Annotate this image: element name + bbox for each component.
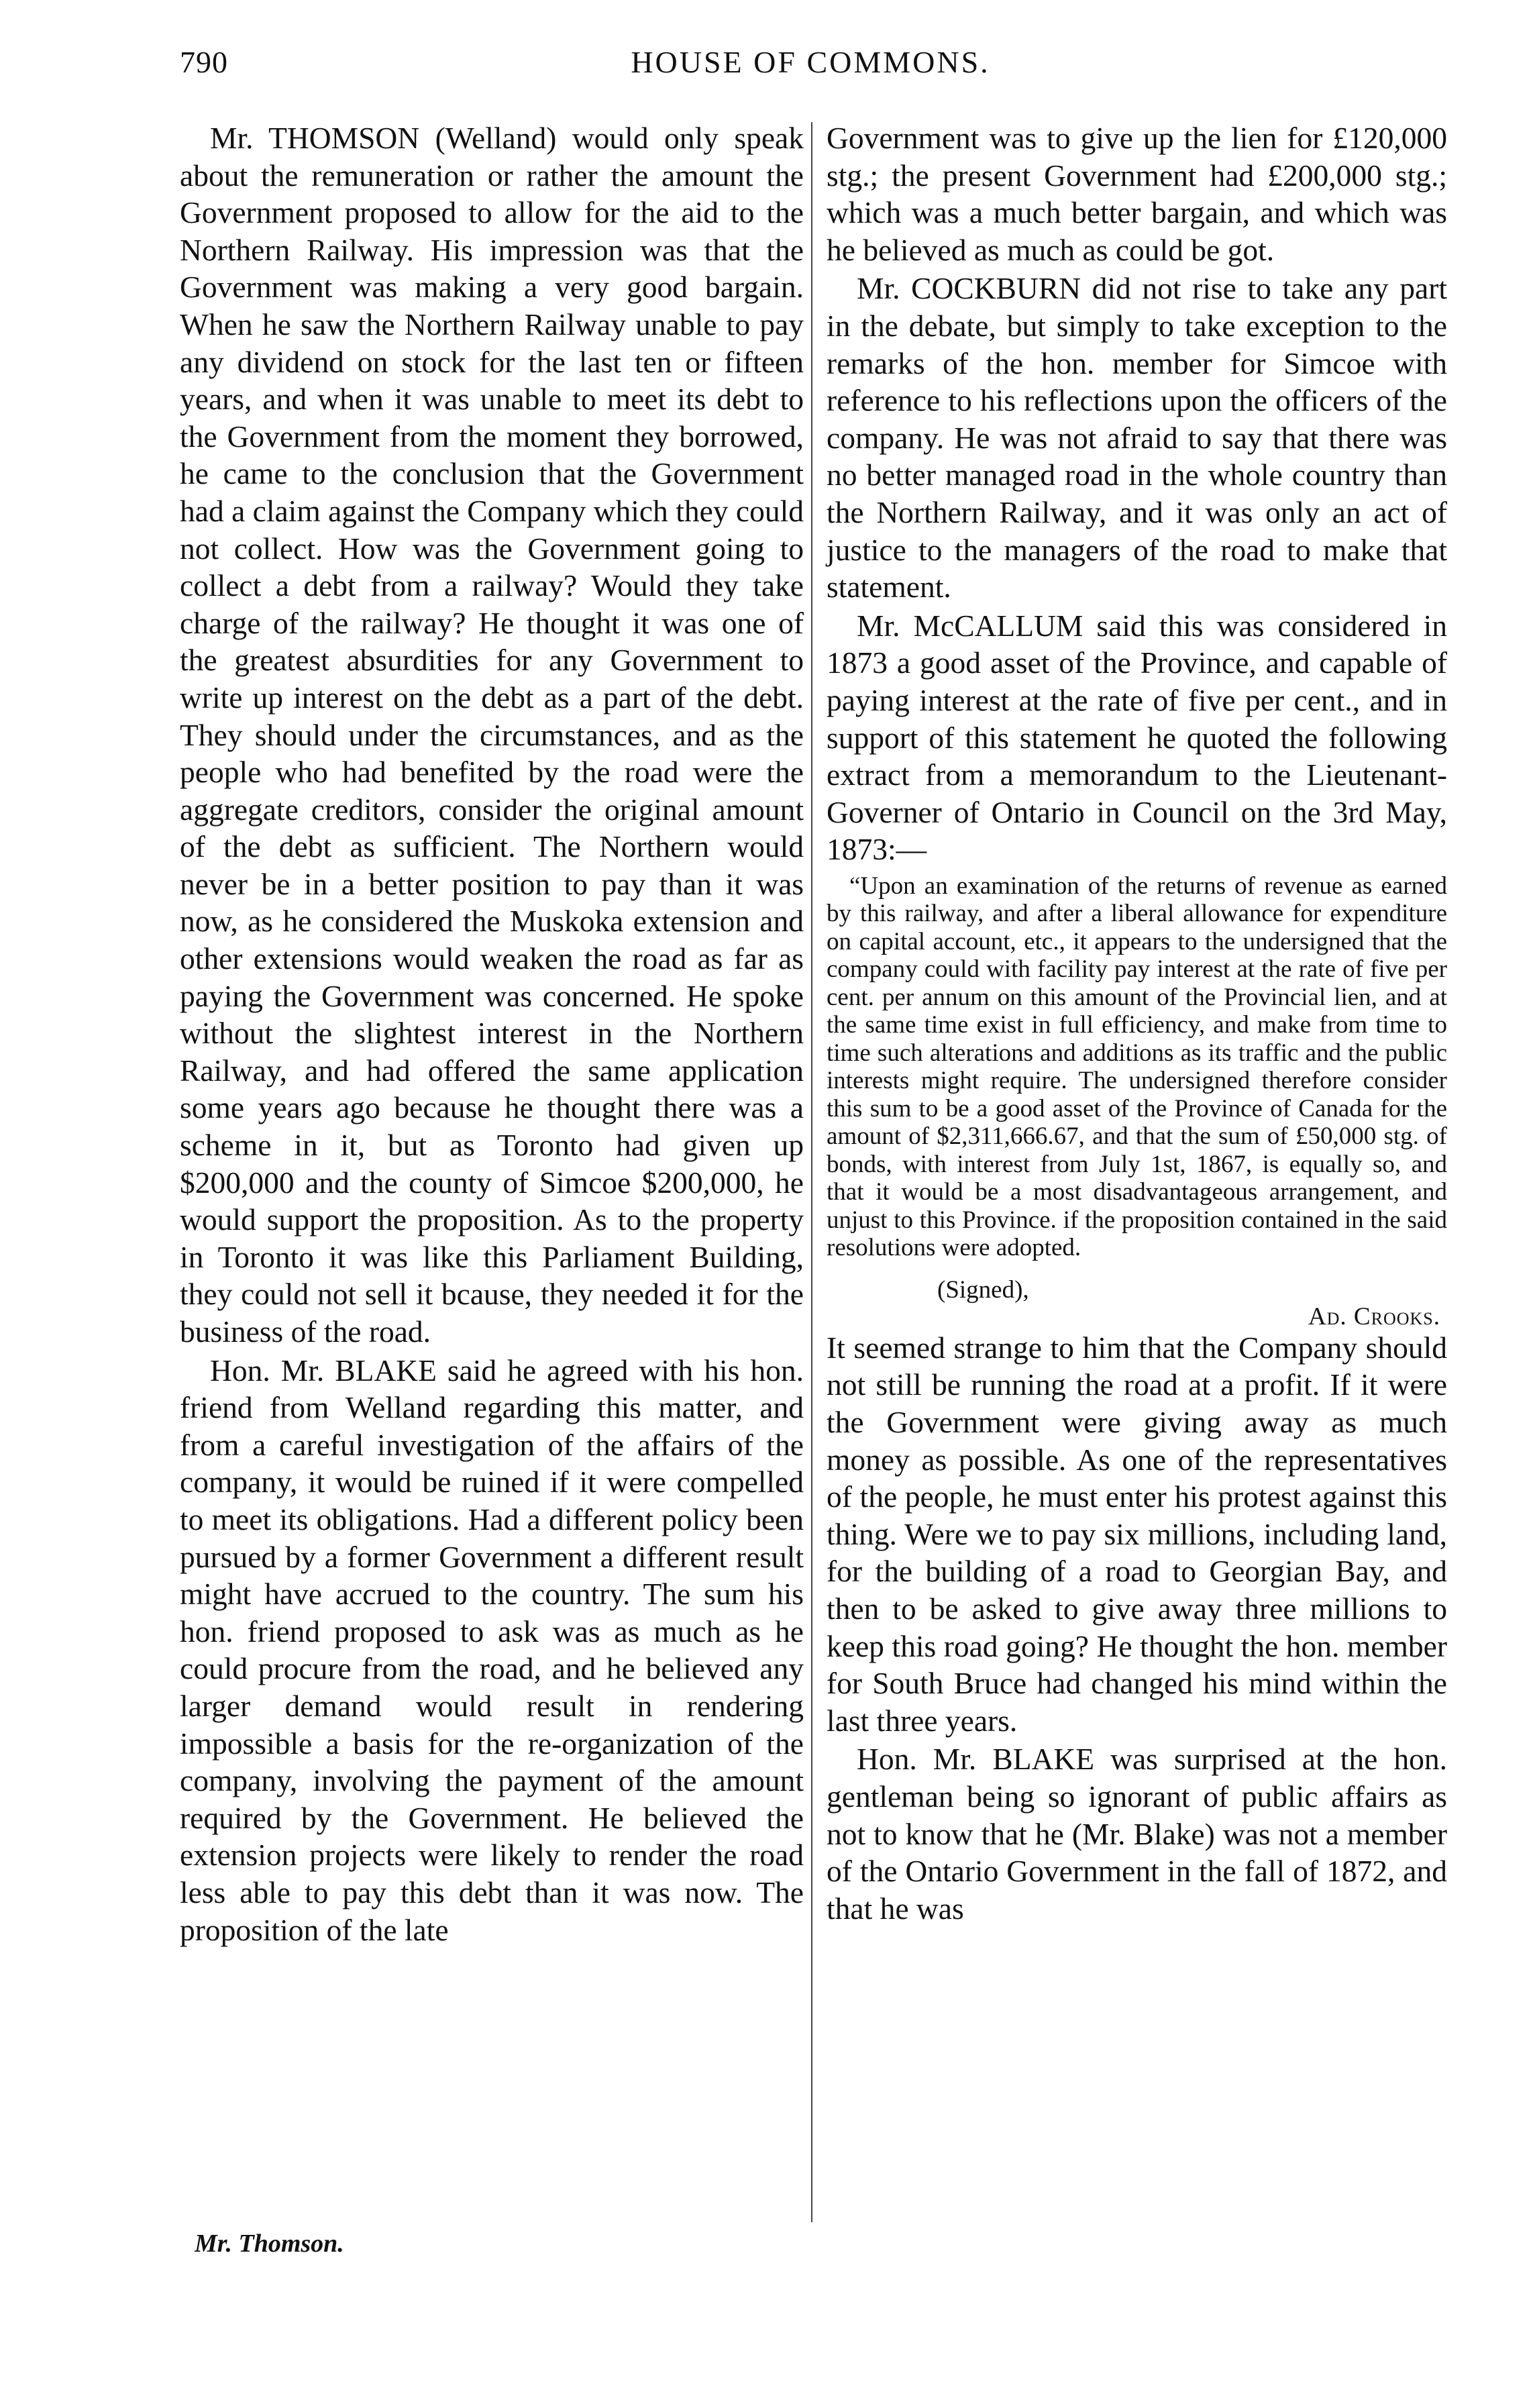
paragraph-blake-1: Hon. Mr. BLAKE said he agreed with his hon. friend from Welland regarding this matter, and from a careful investigation of the affairs of the company, it would be ruined if it were compelled to meet its obligations. Had a different policy been pursued by a former Government a different result might have accrued to the country. The sum his hon. friend proposed to ask was as much as he could procure from the road, and he believed any larger demand would result in rendering impossible a basis for the re-organization of the company, involving the payment of the amount required by the Government. He believed the extension projects were likely to render the road less able to pay this debt than it was now. The proposition of the late (180, 1353, 804, 1947)
signature-block (827, 1266, 1447, 1329)
paragraph-cockburn: Mr. COCKBURN did not rise to take any part in the debate, but simply to take exception to the remarks of the hon. member for Simcoe with reference to his reflections upon the officers of the company. He was not afraid to say that there was no better managed road in the whole country than the Northern Railway, and it was only an act of justice to the managers of the road to make that statement. (827, 271, 1447, 605)
signer-name: Ad. Crooks. (1308, 1302, 1440, 1330)
quoted-memorandum: “Upon an examination of the returns of revenue as earned by this railway, and after a liberal allowance for expenditure on capital account, etc., it appears to the undersigned that the company could with facility pay interest at the rate of five per cent. per annum on this amount of the Provincial lien, and at the same time exist in full efficiency, and make from time to time such alterations and additions as its traffic and the public interests might require. The undersigned therefore consider this sum to be a good asset of the Province of Canada for the amount of $2,311,666.67, and that the sum of £50,000 stg. of bonds, with interest from July 1st, 1867, is equally so, and that it would be a most disadvantageous arrangement, and unjust to this Province. if the proposition contained in the said resolutions were adopted. (827, 872, 1447, 1262)
right-column (827, 119, 1447, 1928)
column-divider (811, 122, 812, 2222)
page-header (180, 44, 1441, 85)
signed-label: (Signed), (937, 1275, 1029, 1304)
paragraph-mccallum: Mr. McCALLUM said this was considered in 1873 a good asset of the Province, and capable of paying interest at the rate of five per cent., and in support of this statement he quoted the following extract from a memorandum to the Lieutenant-Governer of Ontario in Council on the 3rd May, 1873:— (827, 608, 1447, 867)
running-title: HOUSE OF COMMONS. (631, 45, 990, 79)
paragraph-continuation: Government was to give up the lien for £120,000 stg.; the present Government had £200,000 stg.; which was a much better bargain, and which was he believed as much as could be got. (827, 121, 1447, 267)
paragraph-mccallum-continued: It seemed strange to him that the Company should not still be running the road at a profit. If it were the Government were giving away as much money as possible. As one of the representatives of the people, he must enter his protest against this thing. Were we to pay six millions, including land, for the building of a road to Georgian Bay, and then to be asked to give away three millions to keep this road going? He thought the hon. member for South Bruce had changed his mind within the last three years. (827, 1330, 1447, 1738)
left-column (180, 119, 804, 1950)
page-number: 790 (180, 45, 228, 79)
paragraph-thomson: Mr. THOMSON (Welland) would only speak about the remuneration or rather the amount the Government proposed to allow for the aid to the Northern Railway. His impression was that the Government was making a very good bargain. When he saw the Northern Railway unable to pay any dividend on stock for the last ten or fifteen years, and when it was unable to meet its debt to the Government from the moment they borrowed, he came to the conclusion that the Government had a claim against the Company which they could not collect. How was the Government going to collect a debt from a railway? Would they take charge of the railway? He thought it was one of the greatest absurdities for any Government to write up interest on the debt as a part of the debt. They should under the circumstances, and as the people who had benefited by the road were the aggregate creditors, consider the original amount of the debt as sufficient. The Northern would never be in a better position to pay than it was now, as he considered the Muskoka extension and other extensions would weaken the road as far as paying the Government was concerned. He spoke without the slightest interest in the Northern Railway, and had offered the same application some years ago because he thought there was a scheme in it, but as Toronto had given up $200,000 and the county of Simcoe $200,000, he would support the proposition. As to the property in Toronto it was like this Parliament Building, they could not sell it bcause, they needed it for the business of the road. (180, 121, 804, 1349)
paragraph-blake-2: Hon. Mr. BLAKE was surprised at the hon. gentleman being so ignorant of public affairs as not to know that he (Mr. Blake) was not a member of the Ontario Government in the fall of 1872, and that he was (827, 1742, 1447, 1926)
footer-speaker-name: Mr. Thomson. (195, 2230, 344, 2258)
